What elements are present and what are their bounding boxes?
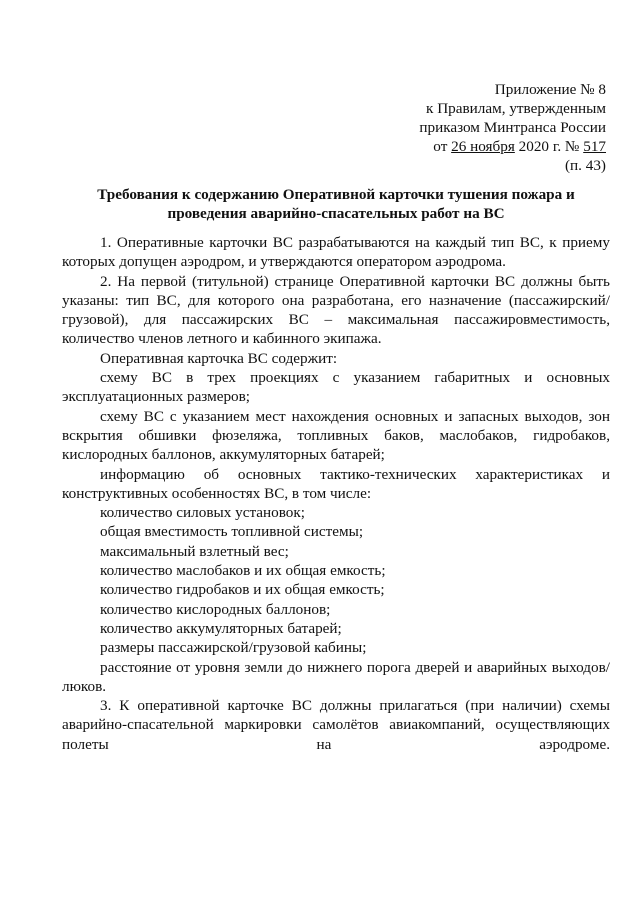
paragraph-contents-intro: Оперативная карточка ВС содержит: [100, 349, 338, 367]
order-number: 517 [583, 138, 606, 155]
list-item: количество силовых установок; [100, 504, 305, 522]
list-item: размеры пассажирской/грузовой кабины; [100, 639, 367, 657]
list-item: общая вместимость топливной системы; [100, 523, 364, 541]
paragraph-2: 2. На первой (титульной) странице Оперативной карточки ВС должны быть указаны: тип ВС, для которого она разработана, его назначение (пассажирский/грузовой), для пассажирских ВС – максимальная пассажировместимость, количество членов летного и кабинного экипажа. [62, 272, 610, 348]
title-line-2: проведения аварийно-спасательных работ на ВС [167, 205, 505, 222]
appendix-date-line: от 26 ноября 2020 г. № 517 [433, 138, 606, 155]
document-body [62, 233, 610, 754]
appendix-clause: (п. 43) [564, 157, 606, 174]
paragraph-exits-scheme: схему ВС с указанием мест нахождения основных и запасных выходов, зон вскрытия обшивки фюзеляжа, топливных баков, маслобаков, гидробаков, кислородных баллонов, аккумуляторных батарей; [62, 407, 610, 464]
list-item: количество маслобаков и их общая емкость; [100, 562, 386, 580]
appendix-header [419, 80, 606, 175]
paragraph-door-height: расстояние от уровня земли до нижнего порога дверей и аварийных выходов/люков. [62, 658, 610, 695]
title-line-1: Требования к содержанию Оперативной карточки тушения пожара и [97, 186, 575, 203]
appendix-rules-reference: к Правилам, утвержденным [426, 100, 606, 117]
paragraph-1: 1. Оперативные карточки ВС разрабатываются на каждый тип ВС, к приему которых допущен аэродром, и утверждаются оператором аэродрома. [62, 234, 610, 271]
list-item: количество кислородных баллонов; [100, 600, 331, 618]
paragraph-projections-scheme: схему ВС в трех проекциях с указанием габаритных и основных эксплуатационных размеров; [62, 369, 610, 406]
order-date: 26 ноября [451, 138, 515, 155]
list-item: количество гидробаков и их общая емкость; [100, 581, 385, 599]
list-item: максимальный взлетный вес; [100, 542, 289, 560]
appendix-number: Приложение № 8 [494, 81, 606, 98]
paragraph-3: 3. К оперативной карточке ВС должны прилагаться (при наличии) схемы аварийно-спасательной маркировки самолётов авиакомпаний, осуществляющих полеты на аэродроме. [62, 697, 610, 753]
document-title [62, 185, 610, 223]
paragraph-characteristics: информацию об основных тактико-технических характеристиках и конструктивных особенностях ВС, в том числе: [62, 465, 610, 502]
list-item: количество аккумуляторных батарей; [100, 619, 342, 637]
appendix-order-reference: приказом Минтранса России [419, 119, 606, 136]
